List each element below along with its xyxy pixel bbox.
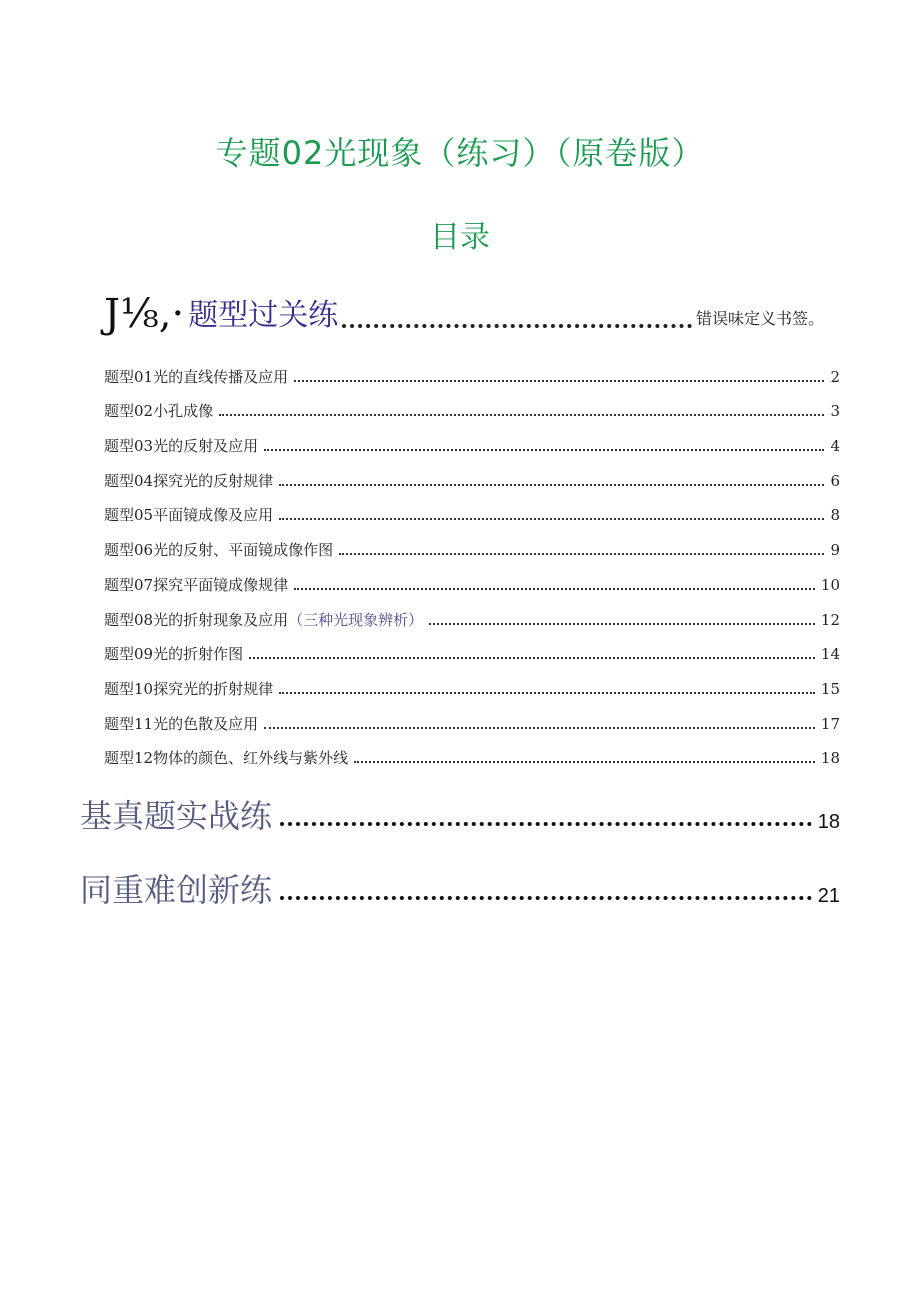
dot-leader	[294, 380, 824, 382]
toc-item[interactable]	[104, 352, 840, 387]
toc-item-page-number: 15	[820, 679, 840, 698]
toc-item-label: 题型10探究光的折射规律	[104, 679, 274, 698]
dot-leader	[280, 896, 812, 900]
toc-list	[104, 352, 840, 768]
toc-item-label: 题型04探究光的反射规律	[104, 471, 274, 490]
dot-leader	[279, 518, 824, 520]
toc-item[interactable]	[104, 630, 840, 665]
toc-item[interactable]	[104, 734, 840, 769]
toc-item-label: 题型06光的反射、平面镜成像作图	[104, 541, 334, 560]
toc-item-label: 题型05平面镜成像及应用	[104, 506, 274, 525]
toc-item-page-number: 12	[820, 610, 840, 629]
section-page-number: 21	[817, 885, 840, 907]
toc-heading: 目录	[430, 220, 490, 255]
toc-item[interactable]	[104, 456, 840, 491]
toc-item-text	[104, 748, 348, 768]
toc-item-text	[104, 575, 288, 595]
toc-item-text	[104, 505, 273, 525]
toc-item-text	[104, 540, 333, 560]
section-title: 题型过关练	[188, 298, 339, 333]
dot-leader	[219, 414, 824, 416]
toc-item-label: 题型08光的折射现象及应用	[104, 610, 289, 629]
toc-item-page-number: 3	[830, 402, 840, 421]
toc-item-page-number: 6	[830, 471, 840, 490]
toc-item[interactable]	[104, 595, 840, 630]
toc-item-page-number: 18	[820, 749, 840, 768]
toc-item-page-number: 4	[830, 437, 840, 456]
toc-item-page-number: 9	[830, 541, 840, 560]
section-page-number: 18	[817, 811, 840, 833]
dot-leader	[279, 692, 815, 694]
toc-item[interactable]	[104, 560, 840, 595]
toc-item-text	[104, 367, 288, 387]
toc-item[interactable]	[104, 664, 840, 699]
dot-leader	[264, 727, 815, 729]
toc-item-label: 题型07探究平面镜成像规律	[104, 575, 289, 594]
toc-item-text	[104, 714, 258, 734]
dot-leader	[429, 623, 815, 625]
dot-leader	[354, 761, 815, 763]
dot-leader	[294, 588, 815, 590]
toc-item-label: 题型11光的色散及应用	[104, 714, 259, 733]
toc-item-text	[104, 401, 213, 421]
section-page-ref: 错误味定义书签。	[695, 309, 824, 328]
toc-item-label: 题型01光的直线传播及应用	[104, 367, 289, 386]
toc-item-text	[104, 436, 258, 456]
toc-item-page-number: 2	[830, 367, 840, 386]
document-title: 专题02光现象（练习）（原卷版）	[215, 134, 705, 172]
toc-section-practice[interactable]	[104, 290, 824, 336]
toc-item-text	[104, 644, 243, 664]
toc-item[interactable]	[104, 421, 840, 456]
dot-leader	[264, 449, 824, 451]
toc-item[interactable]	[104, 491, 840, 526]
dot-leader	[279, 484, 824, 486]
section-prefix-glyphs: J⅛,·	[104, 291, 185, 337]
dot-leader	[339, 553, 824, 555]
dot-leader	[342, 324, 692, 328]
toc-item-text	[104, 471, 273, 491]
toc-item-note: （三种光现象辨析）	[288, 610, 424, 629]
section-title: 同重难创新练	[80, 871, 273, 909]
toc-section-innovation[interactable]	[80, 870, 840, 910]
toc-item-page-number: 10	[820, 575, 840, 594]
toc-item-label: 题型09光的折射作图	[104, 645, 244, 664]
toc-item[interactable]	[104, 387, 840, 422]
toc-item-label: 题型03光的反射及应用	[104, 437, 259, 456]
section-title: 基真题实战练	[80, 797, 273, 835]
toc-item[interactable]	[104, 525, 840, 560]
toc-section-real-exam[interactable]	[80, 796, 840, 836]
toc-item-page-number: 8	[830, 506, 840, 525]
dot-leader	[280, 822, 812, 826]
toc-item-label: 题型12物体的颜色、红外线与紫外线	[104, 749, 349, 768]
toc-item-label: 题型02小孔成像	[104, 402, 214, 421]
toc-item-page-number: 17	[820, 714, 840, 733]
toc-item-text	[104, 610, 423, 630]
toc-item[interactable]	[104, 699, 840, 734]
toc-item-text	[104, 679, 273, 699]
toc-item-page-number: 14	[820, 645, 840, 664]
dot-leader	[249, 657, 815, 659]
